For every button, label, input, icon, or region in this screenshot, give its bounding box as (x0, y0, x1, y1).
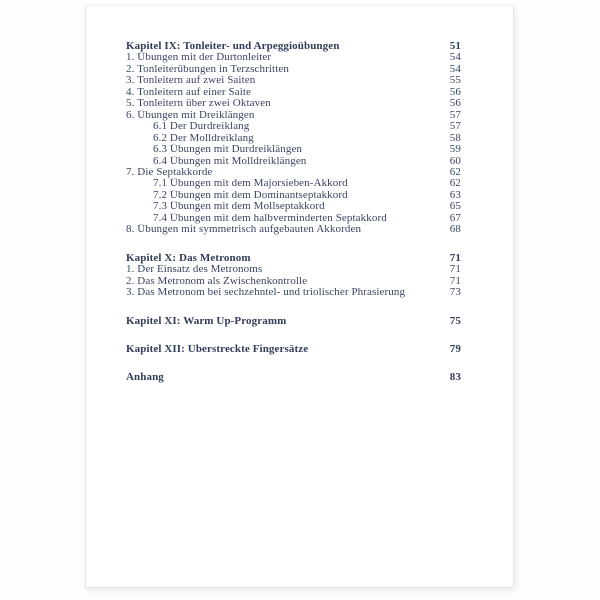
toc-entry-row (126, 144, 461, 155)
toc-entry-label: 1. Übungen mit der Durtonleiter (126, 52, 272, 64)
toc-entry-label: 6.3 Übungen mit Durdreiklängen (153, 144, 303, 156)
toc-chapter-heading-row (126, 253, 461, 264)
toc-page-number: 60 (449, 154, 461, 167)
toc-entry-row (126, 224, 461, 235)
toc-entry-label: 6. Übungen mit Dreiklängen (126, 109, 255, 121)
toc-page-number: 83 (449, 371, 461, 384)
toc-page-number: 71 (449, 251, 461, 264)
toc-entry-label: 5. Tonleitern über zwei Oktaven (126, 98, 271, 110)
toc-page-number: 65 (449, 200, 461, 213)
toc-entry-row (126, 110, 461, 121)
toc-page-number: 56 (449, 97, 461, 110)
toc-entry-label: 7.4 Übungen mit dem halbverminderten Septakkord (153, 212, 387, 224)
toc-page-number: 71 (449, 274, 461, 287)
toc-entry-label: 6.1 Der Durdreiklang (153, 121, 250, 133)
toc-page-number: 62 (449, 177, 461, 190)
toc-page-number: 59 (449, 143, 461, 156)
toc-chapter-heading-row (126, 41, 461, 52)
toc-entry-label: 8. Übungen mit symmetrisch aufgebauten Akkorden (126, 224, 362, 236)
toc-entry-row (126, 264, 461, 275)
toc-section (126, 344, 461, 355)
toc-section (126, 316, 461, 327)
toc-page-number: 73 (449, 286, 461, 299)
toc-entry-label: 2. Das Metronom als Zwischenkontrolle (126, 275, 308, 287)
toc-entry-label: 3. Das Metronom bei sechzehntel- und triolischer Phrasierung (126, 287, 406, 299)
toc-page-number: 57 (449, 108, 461, 121)
toc-chapter-title: Kapitel X: Das Metronom (126, 252, 251, 264)
toc-section (126, 372, 461, 383)
toc-entry-label: 7. Die Septakkorde (126, 166, 213, 178)
toc-entry-row (126, 213, 461, 224)
toc-page-number: 55 (449, 74, 461, 87)
table-of-contents (86, 6, 513, 384)
toc-page-number: 54 (449, 62, 461, 75)
toc-entry-label: 1. Der Einsatz des Metronoms (126, 264, 263, 276)
toc-chapter-title: Kapitel XII: Überstreckte Fingersätze (126, 343, 309, 355)
toc-entry-row (126, 201, 461, 212)
toc-entry-label: 6.4 Übungen mit Molldreiklängen (153, 155, 307, 167)
toc-entry-row (126, 178, 461, 189)
toc-entry-row (126, 156, 461, 167)
toc-entry-label: 4. Tonleitern auf einer Saite (126, 86, 252, 98)
toc-entry-label: 7.1 Übungen mit dem Majorsieben-Akkord (153, 178, 348, 190)
toc-entry-label: 7.2 Übungen mit dem Dominantseptakkord (153, 189, 348, 201)
toc-entry-row (126, 190, 461, 201)
toc-entry-row (126, 287, 461, 298)
toc-page-number: 58 (449, 131, 461, 144)
toc-entry-row (126, 121, 461, 132)
toc-section (126, 253, 461, 299)
toc-chapter-heading-row (126, 372, 461, 383)
toc-page-number: 51 (449, 40, 461, 52)
toc-page-number: 63 (449, 188, 461, 201)
toc-page-number: 68 (449, 223, 461, 236)
toc-entry-row (126, 133, 461, 144)
toc-chapter-heading-row (126, 344, 461, 355)
toc-entry-label: 2. Tonleiterübungen in Terzschritten (126, 63, 289, 75)
toc-page-number: 67 (449, 211, 461, 224)
toc-page-number: 75 (449, 314, 461, 327)
toc-chapter-heading-row (126, 316, 461, 327)
toc-chapter-title: Kapitel IX: Tonleiter- und Arpeggioübungen (126, 41, 340, 52)
toc-chapter-title: Kapitel XI: Warm Up-Programm (126, 315, 287, 327)
toc-entry-label: 6.2 Der Molldreiklang (153, 132, 254, 144)
toc-page-number: 79 (449, 342, 461, 355)
toc-page-number: 54 (449, 51, 461, 64)
toc-entry-row (126, 52, 461, 63)
toc-page-number: 56 (449, 85, 461, 98)
toc-chapter-title: Anhang (126, 372, 164, 384)
toc-section (126, 41, 461, 236)
toc-entry-label: 7.3 Übungen mit dem Mollseptakkord (153, 201, 325, 213)
toc-entry-row (126, 167, 461, 178)
toc-page-number: 62 (449, 165, 461, 178)
toc-entry-row (126, 64, 461, 75)
toc-page-number: 71 (449, 263, 461, 276)
toc-entry-label: 3. Tonleitern auf zwei Saiten (126, 75, 256, 87)
toc-entry-row (126, 98, 461, 109)
toc-entry-row (126, 87, 461, 98)
toc-entry-row (126, 276, 461, 287)
toc-entry-row (126, 75, 461, 86)
toc-page-number: 57 (449, 120, 461, 133)
book-page (85, 5, 514, 588)
